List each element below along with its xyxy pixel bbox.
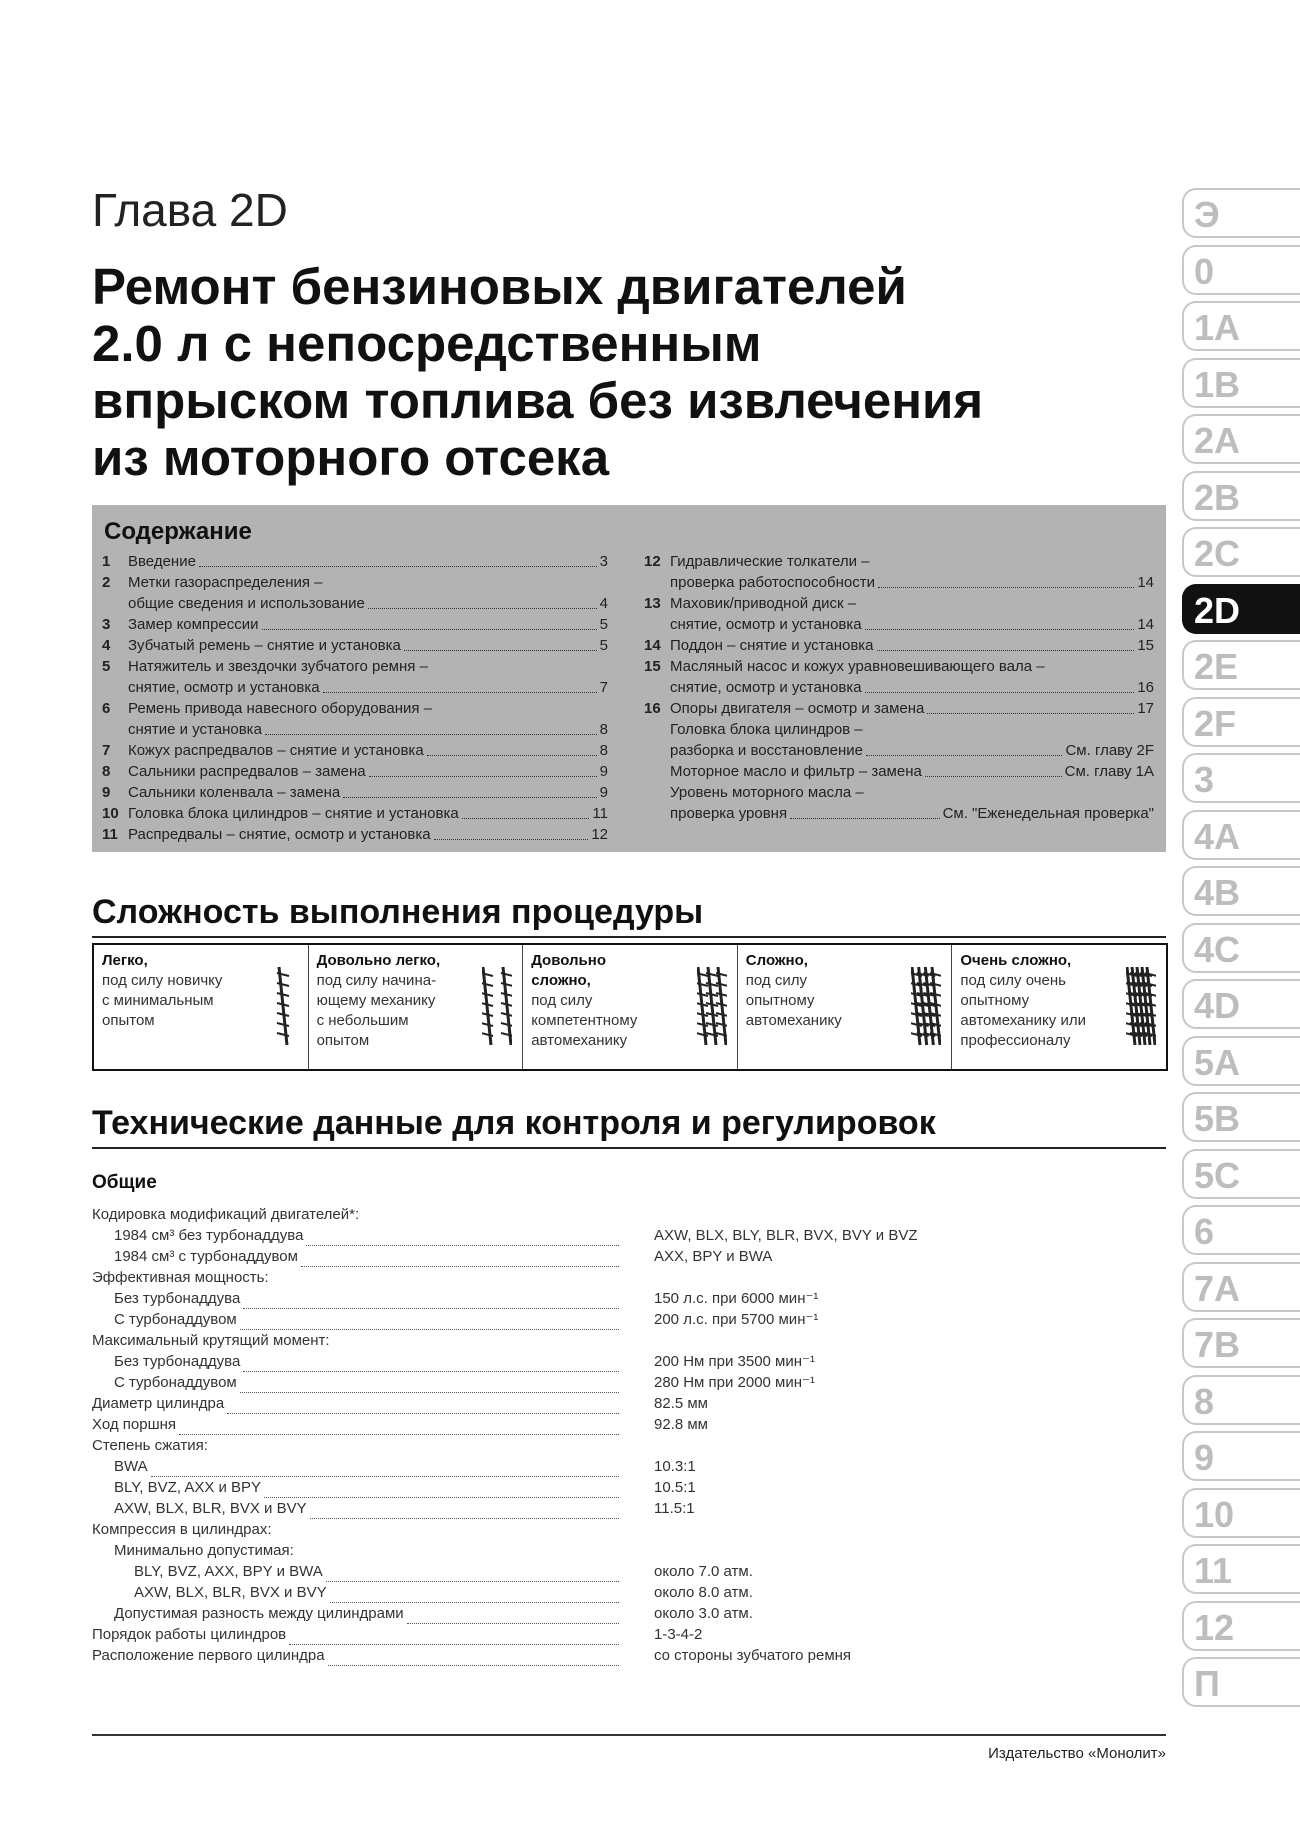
toc-item[interactable] (102, 782, 608, 803)
toc-leader-dots (323, 692, 597, 693)
spec-label (114, 1477, 619, 1498)
spec-value: AXX, BPY и BWA (654, 1248, 773, 1265)
difficulty-rule (92, 936, 1166, 938)
chapter-tab[interactable]: 2F (1182, 697, 1300, 747)
spec-row (92, 1603, 992, 1624)
toc-item[interactable] (102, 551, 608, 572)
spec-label-text: Допустимая разность между цилиндрами (114, 1605, 404, 1622)
spec-label (92, 1519, 272, 1540)
toc-item-number: 14 (644, 637, 661, 654)
spec-value: AXW, BLX, BLY, BLR, BVX, BVY и BVZ (654, 1227, 918, 1244)
spec-leader-dots (240, 1315, 619, 1330)
toc-item-page: См. "Еженедельная проверка" (942, 805, 1154, 822)
chapter-tab[interactable]: 5A (1182, 1036, 1300, 1086)
difficulty-title-line: Сложно, (745, 952, 808, 969)
toc-item-number: 9 (102, 784, 111, 801)
difficulty-title-line: сложно, (531, 972, 591, 989)
toc-item-text: Кожух распредвалов – снятие и установка (128, 742, 424, 759)
toc-item-text: Маховик/приводной диск – (670, 595, 857, 612)
spec-value: 82.5 мм (654, 1395, 708, 1412)
spec-leader-dots (326, 1567, 619, 1582)
spec-label (92, 1330, 330, 1351)
toc-item-text: проверка уровня (670, 805, 788, 822)
spec-label-text: Максимальный крутящий момент: (92, 1332, 330, 1349)
toc-item-page: См. главу 1A (1064, 763, 1154, 780)
contents-right-column (644, 551, 1154, 824)
toc-item-page: 7 (599, 679, 608, 696)
spec-label-text: AXW, BLX, BLR, BVX и BVY (134, 1584, 327, 1601)
toc-item-page: 8 (599, 742, 608, 759)
difficulty-desc-line: опытом (316, 1032, 370, 1049)
spanner-icon (911, 961, 941, 1051)
chapter-tab[interactable]: 9 (1182, 1431, 1300, 1481)
toc-item-text: Опоры двигателя – осмотр и замена (670, 700, 925, 717)
spec-label (114, 1309, 619, 1330)
spec-label-text: AXW, BLX, BLR, BVX и BVY (114, 1500, 307, 1517)
difficulty-desc-line: с минимальным (102, 992, 214, 1009)
contents-heading: Содержание (104, 518, 252, 545)
difficulty-desc-line: под силу (745, 972, 807, 989)
spec-label (92, 1624, 619, 1645)
difficulty-desc-line: под силу (531, 992, 593, 1009)
spec-value: около 3.0 атм. (654, 1605, 753, 1622)
toc-item[interactable] (102, 824, 608, 845)
spec-value: 10.5:1 (654, 1479, 696, 1496)
spec-label (92, 1435, 208, 1456)
spec-label (92, 1414, 619, 1435)
toc-item-number: 2 (102, 574, 111, 591)
spec-leader-dots (306, 1231, 619, 1246)
spec-value: 200 Нм при 3500 мин⁻¹ (654, 1353, 815, 1370)
chapter-tab[interactable]: 4B (1182, 866, 1300, 916)
difficulty-level-title (102, 951, 148, 971)
toc-item-text: Сальники коленвала – замена (128, 784, 341, 801)
toc-item-text: Гидравлические толкатели – (670, 553, 870, 570)
title-line: Ремонт бензиновых двигателей (92, 258, 907, 315)
chapter-tab[interactable]: 5B (1182, 1092, 1300, 1142)
footer-rule (92, 1734, 1166, 1736)
toc-item-page: 5 (599, 616, 608, 633)
spec-row (92, 1288, 992, 1309)
toc-item-text: Уровень моторного масла – (670, 784, 864, 801)
chapter-tab[interactable]: 2E (1182, 640, 1300, 690)
difficulty-level-title (746, 951, 808, 971)
spec-row (92, 1204, 992, 1225)
spec-row (92, 1309, 992, 1330)
spec-row (92, 1477, 992, 1498)
spec-value: около 8.0 атм. (654, 1584, 753, 1601)
toc-item-text: снятие, осмотр и установка (670, 616, 862, 633)
difficulty-level (94, 945, 309, 1069)
difficulty-scale (92, 943, 1168, 1071)
toc-item-page: 9 (599, 763, 608, 780)
toc-item-number: 15 (644, 658, 661, 675)
toc-item[interactable] (102, 761, 608, 782)
toc-leader-dots (462, 818, 590, 819)
toc-item[interactable] (644, 635, 1154, 656)
toc-leader-dots (865, 629, 1135, 630)
spec-leader-dots (301, 1252, 619, 1267)
spec-row (92, 1498, 992, 1519)
difficulty-level-description (746, 971, 842, 1031)
spec-value: 200 л.с. при 5700 мин⁻¹ (654, 1311, 819, 1328)
spec-label-text: Минимально допустимая: (114, 1542, 294, 1559)
toc-item-page: 3 (599, 553, 608, 570)
spec-row (92, 1456, 992, 1477)
spec-label-text: Кодировка модификаций двигателей*: (92, 1206, 360, 1223)
specs-rule (92, 1147, 1166, 1149)
toc-leader-dots (790, 818, 939, 819)
chapter-tab[interactable]: 8 (1182, 1375, 1300, 1425)
difficulty-desc-line: опытом (102, 1012, 155, 1029)
spec-label-text: 1984 см³ без турбонаддува (114, 1227, 304, 1244)
toc-leader-dots (343, 797, 596, 798)
spec-label-text: Степень сжатия: (92, 1437, 208, 1454)
difficulty-level (738, 945, 953, 1069)
chapter-tabs (1182, 188, 1300, 1714)
toc-item[interactable] (644, 803, 1154, 824)
difficulty-level (309, 945, 524, 1069)
spec-leader-dots (328, 1651, 619, 1666)
spec-label-text: С турбонаддувом (114, 1311, 237, 1328)
toc-item-page: 9 (599, 784, 608, 801)
toc-item[interactable] (102, 593, 608, 614)
toc-item-text: Зубчатый ремень – снятие и установка (128, 637, 401, 654)
toc-item[interactable] (102, 572, 608, 593)
toc-leader-dots (404, 650, 597, 651)
difficulty-level-description (531, 991, 637, 1051)
toc-item-number: 1 (102, 553, 111, 570)
toc-item-text: Поддон – снятие и установка (670, 637, 874, 654)
chapter-tab[interactable]: 10 (1182, 1488, 1300, 1538)
toc-item-text: разборка и восстановление (670, 742, 863, 759)
toc-item-page: 5 (599, 637, 608, 654)
spec-leader-dots (243, 1294, 619, 1309)
toc-item-page: 4 (599, 595, 608, 612)
toc-item-number: 6 (102, 700, 111, 717)
chapter-tab[interactable]: 2A (1182, 414, 1300, 464)
toc-item[interactable] (644, 593, 1154, 614)
toc-item[interactable] (644, 782, 1154, 803)
chapter-tab[interactable]: 4C (1182, 923, 1300, 973)
toc-item[interactable] (644, 551, 1154, 572)
spanner-icon (1126, 961, 1156, 1051)
spec-label (114, 1540, 294, 1561)
spec-label (92, 1645, 619, 1666)
spec-leader-dots (330, 1588, 619, 1603)
chapter-tab[interactable]: 2C (1182, 527, 1300, 577)
spec-value: около 7.0 атм. (654, 1563, 753, 1580)
spec-row (92, 1519, 992, 1540)
toc-item[interactable] (644, 740, 1154, 761)
toc-item[interactable] (102, 719, 608, 740)
toc-item-number: 7 (102, 742, 111, 759)
spec-label (134, 1582, 619, 1603)
spec-row (92, 1372, 992, 1393)
chapter-tab[interactable]: 0 (1182, 245, 1300, 295)
difficulty-title-line: Очень сложно, (960, 952, 1072, 969)
spec-row (92, 1561, 992, 1582)
spec-label (134, 1561, 619, 1582)
difficulty-level-description (317, 971, 436, 1051)
toc-leader-dots (369, 776, 597, 777)
spec-row (92, 1267, 992, 1288)
toc-item-page: 15 (1137, 637, 1154, 654)
toc-leader-dots (925, 776, 1062, 777)
toc-leader-dots (262, 629, 597, 630)
toc-item[interactable] (102, 698, 608, 719)
spec-row (92, 1645, 992, 1666)
contents-box (92, 505, 1166, 852)
chapter-label: Глава 2D (92, 184, 288, 236)
toc-item-number: 8 (102, 763, 111, 780)
chapter-tab[interactable]: 7B (1182, 1318, 1300, 1368)
spec-row (92, 1624, 992, 1645)
toc-item-number: 3 (102, 616, 111, 633)
spec-value: 11.5:1 (654, 1500, 695, 1517)
toc-item[interactable] (644, 614, 1154, 635)
toc-leader-dots (878, 587, 1134, 588)
toc-item-number: 13 (644, 595, 661, 612)
toc-leader-dots (877, 650, 1135, 651)
toc-item-text: Головка блока цилиндров – (670, 721, 863, 738)
chapter-tab[interactable]: П (1182, 1657, 1300, 1707)
toc-item[interactable] (644, 656, 1154, 677)
publisher-footer: Издательство «Монолит» (988, 1745, 1166, 1762)
toc-item[interactable] (644, 677, 1154, 698)
toc-item-number: 12 (644, 553, 661, 570)
toc-item-page: 14 (1137, 616, 1154, 633)
chapter-tab[interactable]: 1A (1182, 301, 1300, 351)
difficulty-desc-line: ющему механику (316, 992, 436, 1009)
toc-item-number: 16 (644, 700, 661, 717)
toc-item-page: 14 (1137, 574, 1154, 591)
spec-label-text: Без турбонаддува (114, 1290, 241, 1307)
toc-item[interactable] (644, 698, 1154, 719)
toc-item[interactable] (644, 761, 1154, 782)
spec-label (114, 1456, 619, 1477)
spec-label-text: BWA (114, 1458, 148, 1475)
spec-label (114, 1603, 619, 1624)
difficulty-level (952, 945, 1166, 1069)
chapter-tab[interactable]: 4D (1182, 979, 1300, 1029)
toc-item-page: 12 (591, 826, 608, 843)
difficulty-level-title (960, 951, 1071, 971)
spec-leader-dots (240, 1378, 619, 1393)
toc-item[interactable] (102, 635, 608, 656)
difficulty-title-line: Легко, (102, 952, 148, 969)
difficulty-desc-line: компетентному (531, 1012, 638, 1029)
difficulty-heading: Сложность выполнения процедуры (92, 893, 704, 931)
toc-item-text: снятие, осмотр и установка (670, 679, 862, 696)
chapter-tab[interactable]: 6 (1182, 1205, 1300, 1255)
spec-label-text: Диаметр цилиндра (92, 1395, 225, 1412)
spanner-icon (482, 961, 512, 1051)
spanner-icon-part (501, 967, 512, 1045)
spec-leader-dots (407, 1609, 619, 1624)
toc-item-text: Ремень привода навесного оборудования – (128, 700, 433, 717)
spec-value: 92.8 мм (654, 1416, 708, 1433)
spec-row (92, 1540, 992, 1561)
toc-item[interactable] (102, 740, 608, 761)
spec-leader-dots (179, 1420, 619, 1435)
spec-value: 150 л.с. при 6000 мин⁻¹ (654, 1290, 819, 1307)
toc-item-page: 8 (599, 721, 608, 738)
toc-leader-dots (199, 566, 597, 567)
toc-item-text: Головка блока цилиндров – снятие и установка (128, 805, 459, 822)
toc-leader-dots (866, 755, 1062, 756)
spec-leader-dots (227, 1399, 619, 1414)
difficulty-desc-line: под силу начина- (316, 972, 437, 989)
toc-item-text: Введение (128, 553, 196, 570)
difficulty-desc-line: под силу новичку (102, 972, 223, 989)
spec-value: 1-3-4-2 (654, 1626, 703, 1643)
chapter-tab[interactable]: 5C (1182, 1149, 1300, 1199)
toc-item-text: Натяжитель и звездочки зубчатого ремня – (128, 658, 428, 675)
chapter-title (92, 258, 1152, 486)
chapter-tab[interactable]: 2D (1182, 584, 1300, 634)
specs-section-heading: Общие (92, 1172, 157, 1193)
specs-table (92, 1204, 992, 1666)
toc-leader-dots (865, 692, 1135, 693)
toc-item-page: 11 (592, 805, 608, 822)
spec-label (92, 1204, 359, 1225)
toc-leader-dots (265, 734, 597, 735)
spec-label (114, 1498, 619, 1519)
chapter-tab[interactable]: 1B (1182, 358, 1300, 408)
toc-leader-dots (927, 713, 1134, 714)
difficulty-level-description (960, 971, 1086, 1051)
spec-row (92, 1330, 992, 1351)
spec-label (114, 1225, 619, 1246)
spec-label-text: Порядок работы цилиндров (92, 1626, 287, 1643)
contents-left-column (102, 551, 608, 845)
spec-label (114, 1288, 619, 1309)
spec-leader-dots (151, 1462, 619, 1477)
toc-leader-dots (368, 608, 597, 609)
toc-item-page: 16 (1137, 679, 1154, 696)
toc-item[interactable] (644, 719, 1154, 740)
title-line: впрыском топлива без извлечения (92, 372, 984, 429)
chapter-tab[interactable]: 4A (1182, 810, 1300, 860)
difficulty-desc-line: профессионалу (960, 1032, 1071, 1049)
difficulty-desc-line: с небольшим (316, 1012, 409, 1029)
spec-label-text: BLY, BVZ, AXX и BPY (114, 1479, 262, 1496)
spanner-icon (268, 961, 298, 1051)
spec-label-text: С турбонаддувом (114, 1374, 237, 1391)
toc-item-text: Сальники распредвалов – замена (128, 763, 366, 780)
spec-label-text: Эффективная мощность: (92, 1269, 269, 1286)
difficulty-desc-line: автомеханику (745, 1012, 842, 1029)
toc-item-number: 5 (102, 658, 111, 675)
chapter-tab[interactable]: 11 (1182, 1544, 1300, 1594)
spec-leader-dots (243, 1357, 619, 1372)
chapter-tab[interactable]: Э (1182, 188, 1300, 238)
difficulty-title-line: Довольно легко, (316, 952, 441, 969)
toc-item-text: проверка работоспособности (670, 574, 875, 591)
spec-row (92, 1393, 992, 1414)
spec-leader-dots (289, 1630, 619, 1645)
spec-value: со стороны зубчатого ремня (654, 1647, 852, 1664)
difficulty-level (523, 945, 738, 1069)
toc-item[interactable] (644, 572, 1154, 593)
difficulty-desc-line: опытному (960, 992, 1030, 1009)
toc-item-text: Масляный насос и кожух уравновешивающего вала – (670, 658, 1045, 675)
difficulty-desc-line: под силу очень (960, 972, 1066, 989)
spec-row (92, 1246, 992, 1267)
chapter-tab[interactable]: 12 (1182, 1601, 1300, 1651)
toc-item-text: Распредвалы – снятие, осмотр и установка (128, 826, 431, 843)
toc-item-text: снятие, осмотр и установка (128, 679, 320, 696)
toc-item-text: Замер компрессии (128, 616, 259, 633)
toc-item[interactable] (102, 803, 608, 824)
chapter-tab[interactable]: 7A (1182, 1262, 1300, 1312)
toc-item[interactable] (102, 677, 608, 698)
toc-item-number: 4 (102, 637, 111, 654)
toc-item-text: снятие и установка (128, 721, 262, 738)
spec-row (92, 1435, 992, 1456)
title-line: 2.0 л с непосредственным (92, 315, 762, 372)
spanner-icon-part (482, 967, 493, 1045)
spec-row (92, 1351, 992, 1372)
title-line: из моторного отсека (92, 429, 610, 486)
spec-row (92, 1582, 992, 1603)
spec-label-text: Расположение первого цилиндра (92, 1647, 325, 1664)
spec-label (114, 1372, 619, 1393)
difficulty-desc-line: опытному (745, 992, 815, 1009)
spec-label (114, 1246, 619, 1267)
spec-label-text: Ход поршня (92, 1416, 177, 1433)
spec-label (114, 1351, 619, 1372)
spanner-icon (697, 961, 727, 1051)
difficulty-level-title (531, 951, 606, 991)
toc-item-page: См. главу 2F (1065, 742, 1154, 759)
chapter-tab[interactable]: 2B (1182, 471, 1300, 521)
chapter-tab[interactable]: 3 (1182, 753, 1300, 803)
toc-item[interactable] (102, 656, 608, 677)
spec-label-text: BLY, BVZ, AXX, BPY и BWA (134, 1563, 323, 1580)
difficulty-title-line: Довольно (531, 952, 607, 969)
spec-leader-dots (264, 1483, 619, 1498)
spec-value: 280 Нм при 2000 мин⁻¹ (654, 1374, 815, 1391)
spec-label (92, 1393, 619, 1414)
specs-heading: Технические данные для контроля и регулировок (92, 1104, 936, 1142)
toc-item-text: Моторное масло и фильтр – замена (670, 763, 922, 780)
spanner-icon-part (277, 967, 289, 1045)
spec-row (92, 1225, 992, 1246)
toc-item-page: 17 (1137, 700, 1154, 717)
difficulty-level-description (102, 971, 222, 1031)
toc-leader-dots (434, 839, 589, 840)
spec-leader-dots (310, 1504, 619, 1519)
difficulty-desc-line: автомеханику (531, 1032, 628, 1049)
toc-item[interactable] (102, 614, 608, 635)
toc-item-number: 11 (102, 826, 118, 843)
spec-label-text: Компрессия в цилиндрах: (92, 1521, 272, 1538)
toc-item-text: Метки газораспределения – (128, 574, 323, 591)
spec-label-text: 1984 см³ с турбонаддувом (114, 1248, 298, 1265)
spec-label (92, 1267, 269, 1288)
spec-label-text: Без турбонаддува (114, 1353, 241, 1370)
toc-item-number: 10 (102, 805, 119, 822)
spec-row (92, 1414, 992, 1435)
toc-leader-dots (427, 755, 597, 756)
spec-value: 10.3:1 (654, 1458, 696, 1475)
toc-item-text: общие сведения и использование (128, 595, 365, 612)
difficulty-desc-line: автомеханику или (960, 1012, 1086, 1029)
difficulty-level-title (317, 951, 441, 971)
